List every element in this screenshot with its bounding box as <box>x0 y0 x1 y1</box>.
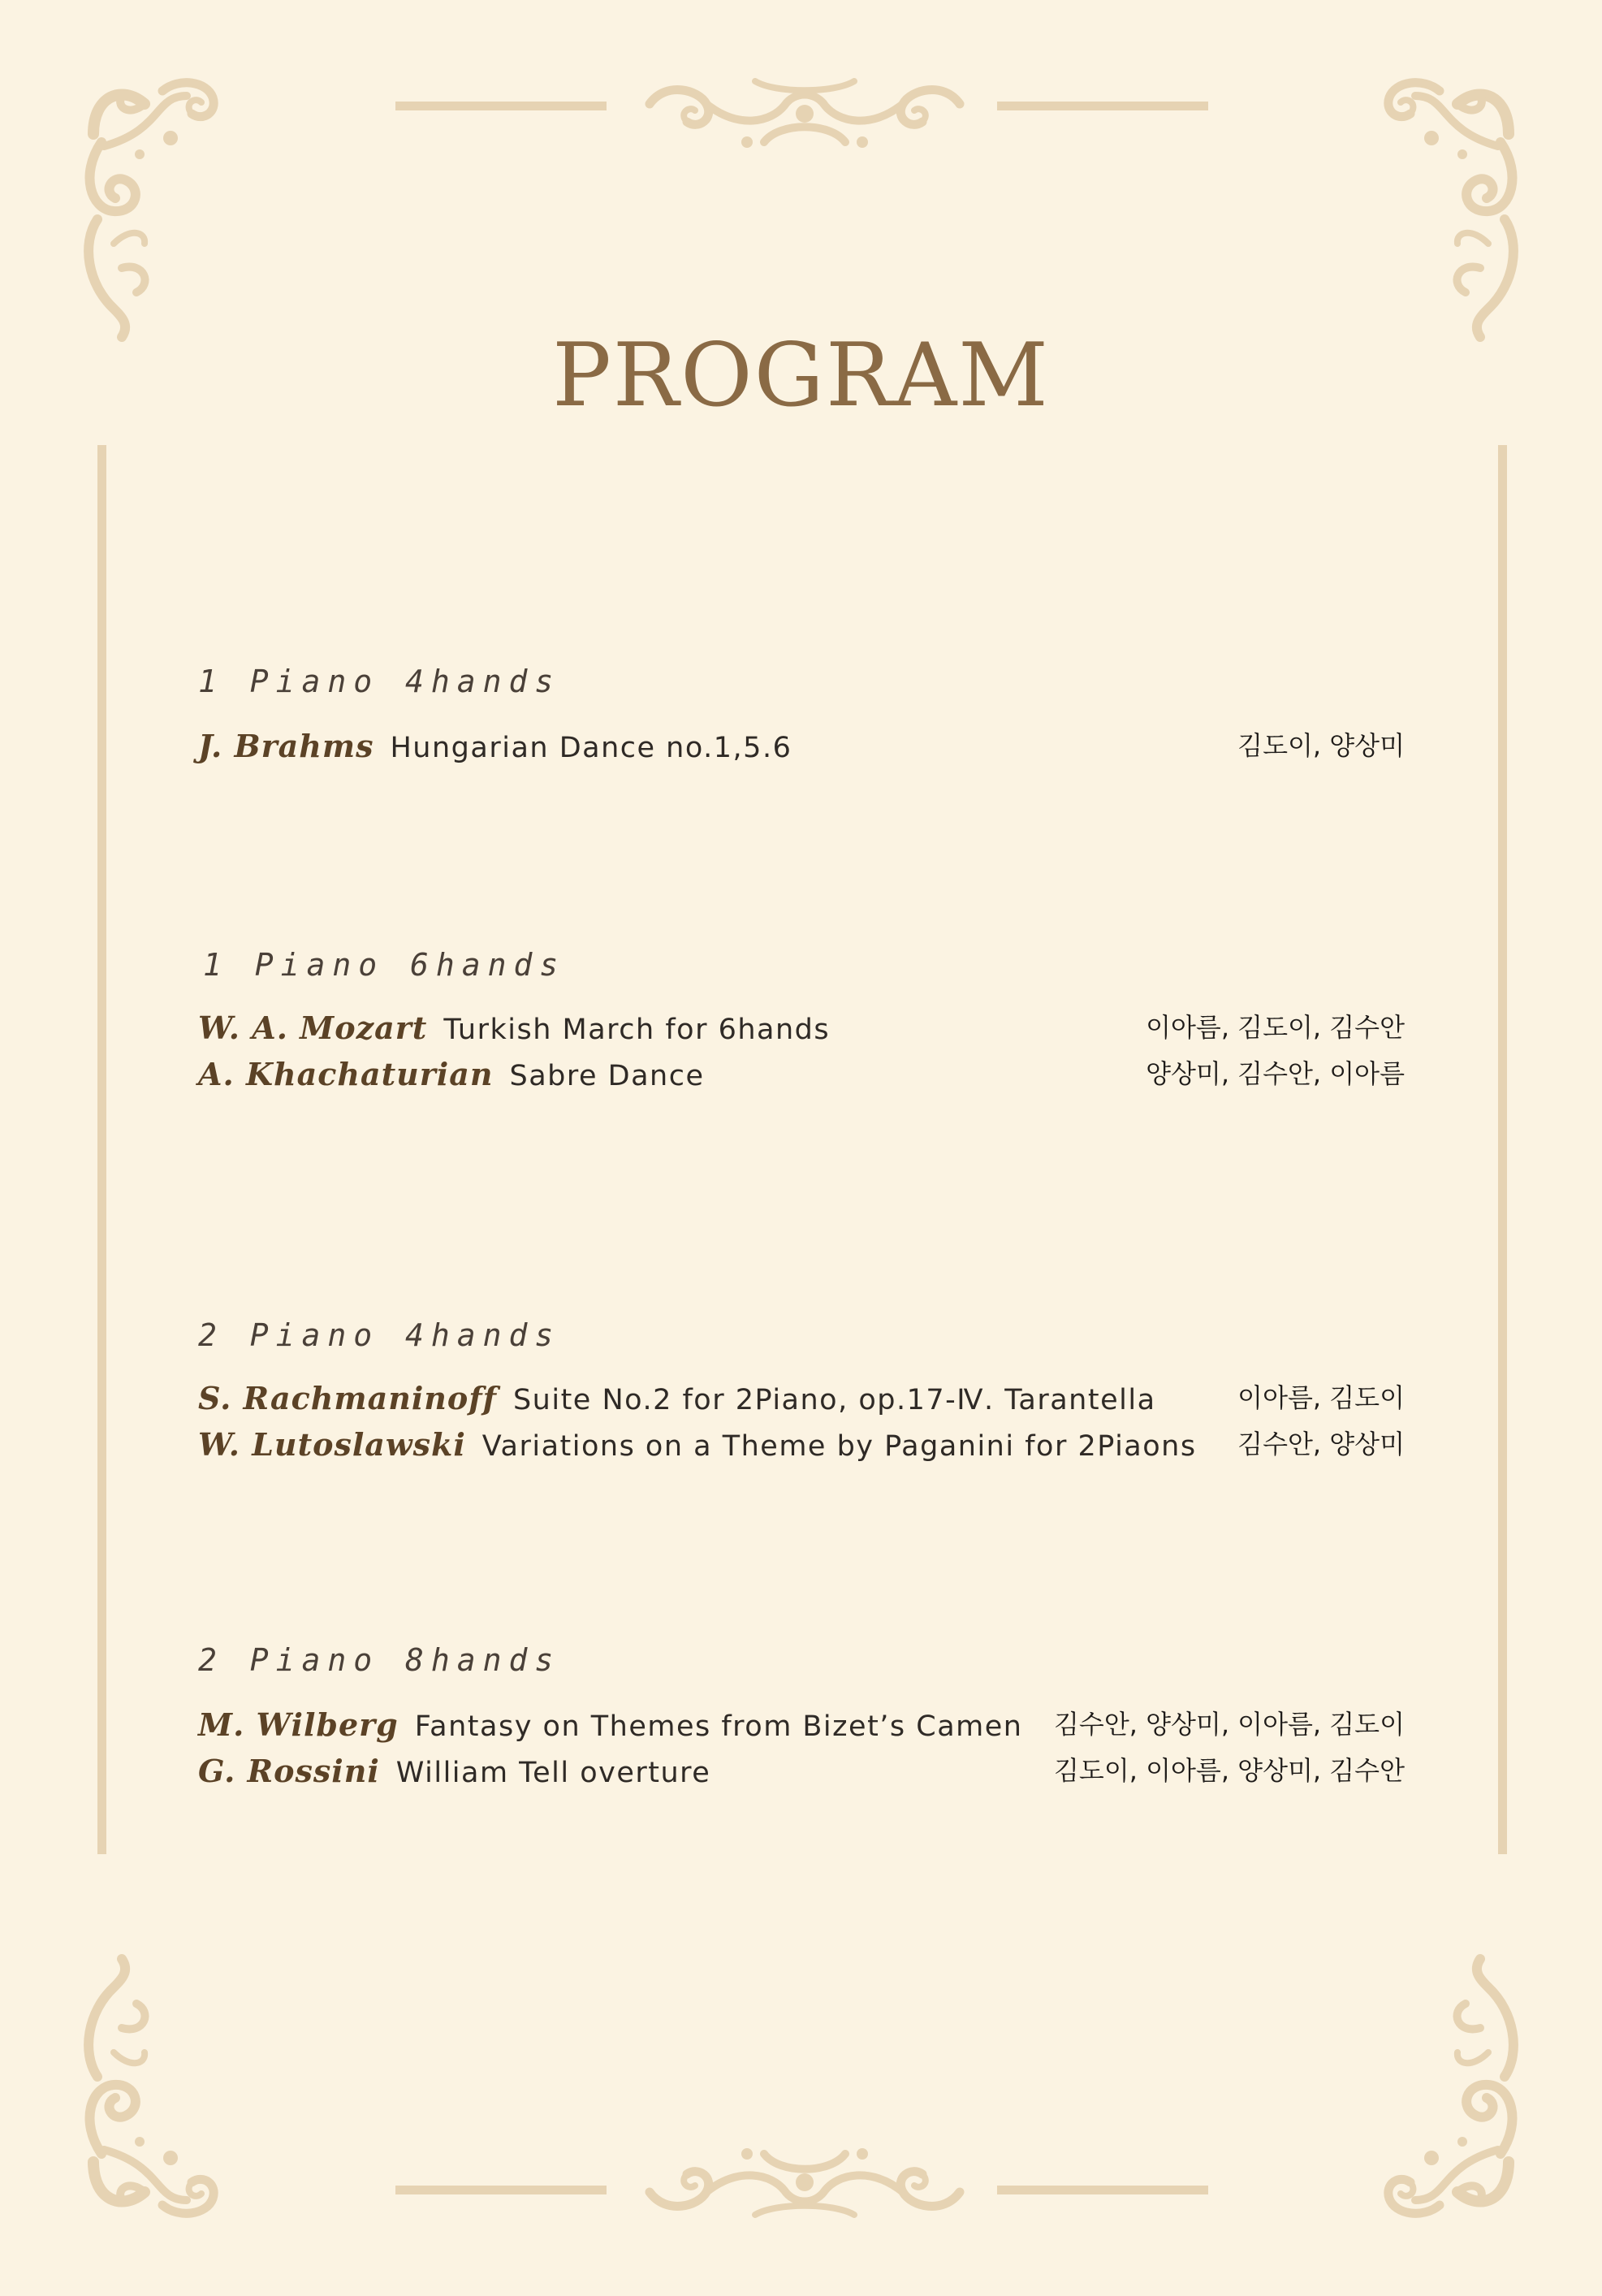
work-title: Turkish March for 6hands <box>443 1014 831 1046</box>
performers: 양상미, 김수안, 이아름 <box>1146 1058 1405 1089</box>
program-row <box>198 1748 1405 1794</box>
work-title: William Tell overture <box>395 1757 711 1789</box>
composer-name: G. Rossini <box>198 1753 380 1789</box>
work-title: Suite No.2 for 2Piano, op.17-Ⅳ. Tarantella <box>512 1384 1156 1416</box>
section-1-piano-4hands <box>198 658 1405 769</box>
section-2-piano-4hands <box>198 1312 1405 1468</box>
section-heading: 1 Piano 4hands <box>198 664 561 699</box>
section-1-piano-6hands <box>198 941 1405 1097</box>
program-row <box>198 1421 1405 1468</box>
work-title: Hungarian Dance no.1,5.6 <box>390 732 792 764</box>
composer-name: J. Brahms <box>198 728 374 764</box>
performers: 이아름, 김도이 <box>1237 1382 1405 1413</box>
program-row <box>198 1701 1405 1748</box>
composer-name: A. Khachaturian <box>198 1056 494 1092</box>
performers: 김수안, 양상미 <box>1237 1429 1405 1459</box>
section-2-piano-8hands <box>198 1637 1405 1794</box>
composer-name: S. Rachmaninoff <box>198 1380 497 1416</box>
composer-name: W. A. Mozart <box>198 1010 428 1046</box>
page-title: PROGRAM <box>552 325 1050 426</box>
section-heading: 1 Piano 6hands <box>203 947 566 983</box>
composer-name: M. Wilberg <box>198 1706 399 1743</box>
performers: 김도이, 양상미 <box>1237 730 1405 761</box>
performers: 김수안, 양상미, 이아름, 김도이 <box>1054 1709 1405 1740</box>
program-row <box>198 1051 1405 1097</box>
program-row <box>198 723 1405 769</box>
section-heading: 2 Piano 4hands <box>198 1317 561 1353</box>
program-row <box>198 1375 1405 1421</box>
performers: 김도이, 이아름, 양상미, 김수안 <box>1054 1755 1405 1786</box>
work-title: Fantasy on Themes from Bizet’s Camen <box>414 1710 1023 1743</box>
work-title: Variations on a Theme by Paganini for 2Piaons <box>481 1430 1197 1463</box>
performers: 이아름, 김도이, 김수안 <box>1146 1012 1405 1043</box>
work-title: Sabre Dance <box>509 1060 705 1092</box>
section-heading: 2 Piano 8hands <box>198 1642 561 1678</box>
composer-name: W. Lutoslawski <box>198 1426 466 1463</box>
program-row <box>198 1005 1405 1051</box>
